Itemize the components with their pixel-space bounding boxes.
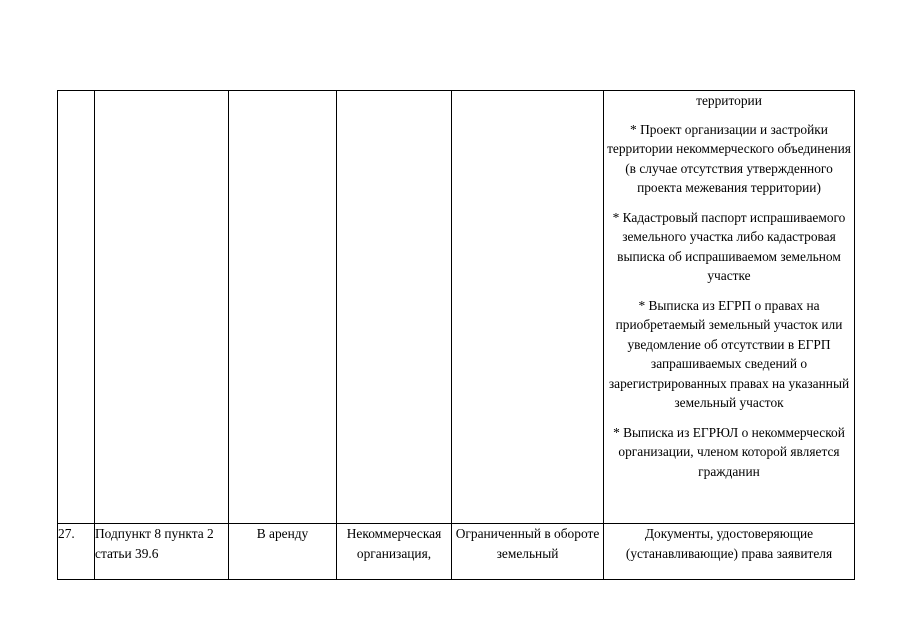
- row-land-plot: Ограниченный в обороте земельный: [452, 524, 604, 580]
- cell-number-empty: [58, 91, 95, 524]
- row-number: 27.: [58, 524, 95, 580]
- land-documents-table: [57, 90, 855, 580]
- cell-documents-list: [604, 91, 855, 524]
- row-legal-basis: Подпункт 8 пункта 2 статьи 39.6: [95, 524, 229, 580]
- cell-land-empty: [452, 91, 604, 524]
- document-item: * Выписка из ЕГРП о правах на приобретаемый земельный участок или уведомление об отсутствии в ЕГРП запрашиваемых сведений о зарегистрированных правах на указанный земельный участок: [608, 297, 850, 410]
- document-item: * Кадастровый паспорт испрашиваемого земельного участка либо кадастровая выписка об испрашиваемом земельном участке: [612, 209, 846, 283]
- table-row-continuation: [58, 91, 855, 524]
- cell-basis-empty: [95, 91, 229, 524]
- document-item: территории: [696, 93, 762, 108]
- row-applicant: Некоммерческая организация,: [337, 524, 452, 580]
- table-row-27: [58, 524, 855, 580]
- document-item: * Проект организации и застройки территории некоммерческого объединения (в случае отсутствия утвержденного проекта межевания территории): [607, 121, 851, 195]
- row-documents: Документы, удостоверяющие (устанавливающие) права заявителя: [604, 524, 855, 580]
- row-provision-type: В аренду: [229, 524, 337, 580]
- cell-type-empty: [229, 91, 337, 524]
- cell-applicant-empty: [337, 91, 452, 524]
- document-item: * Выписка из ЕГРЮЛ о некоммерческой организации, членом которой является гражданин: [613, 424, 845, 479]
